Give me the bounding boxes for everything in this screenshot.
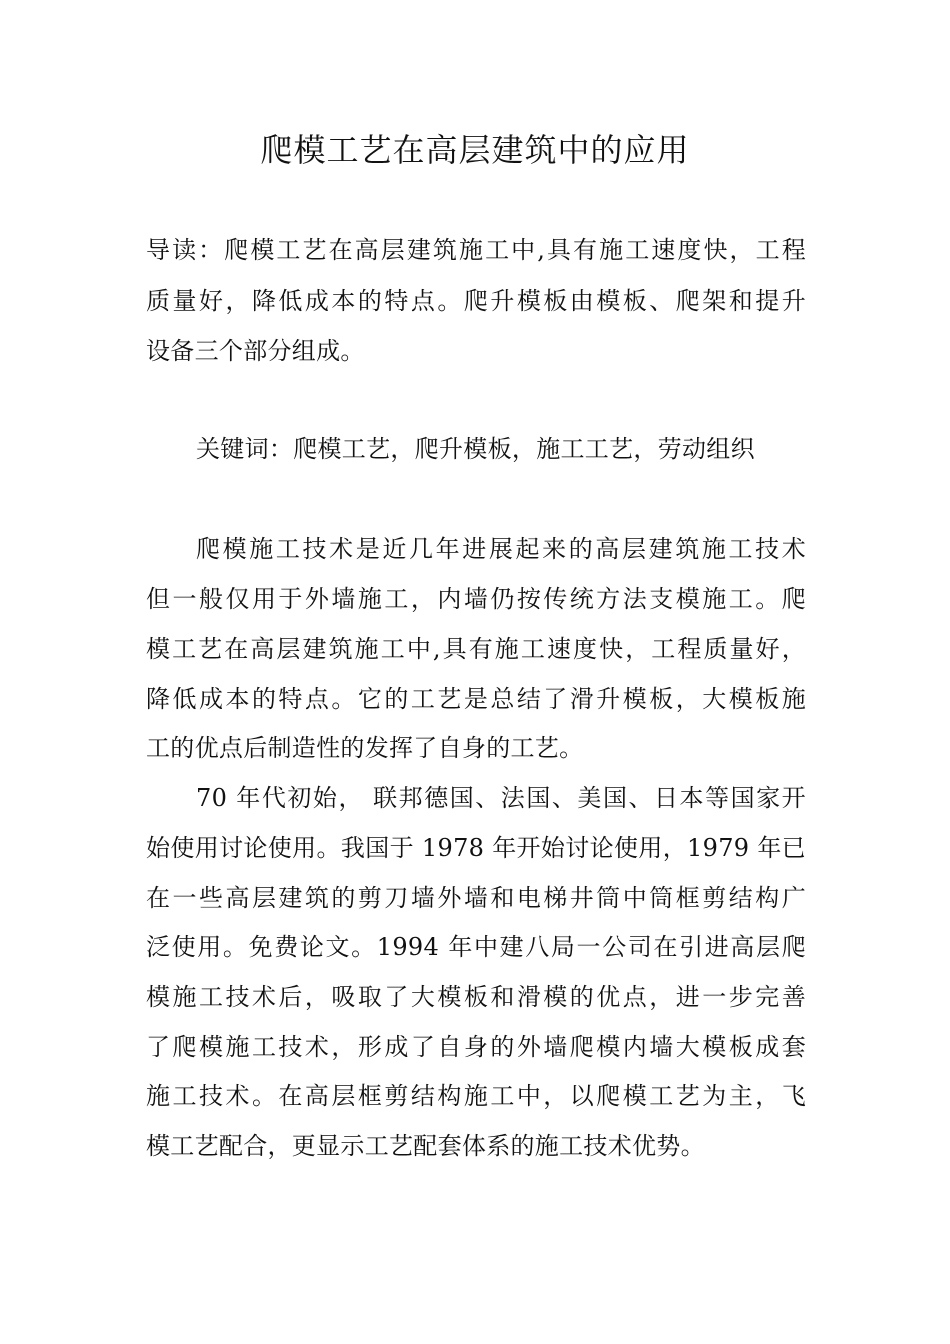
paragraph-line: 施工技术。在高层框剪结构施工中，以爬模工艺为主，飞 (146, 1082, 806, 1110)
paragraph-line: 工的优点后制造性的发挥了自身的工艺。 (146, 734, 584, 762)
paragraph-line: 模工艺在高层建筑施工中,具有施工速度快，工程质量好， (146, 635, 806, 663)
paragraph-line: 始使用讨论使用。我国于 1978 年开始讨论使用，1979 年已 (146, 834, 806, 862)
abstract-line: 设备三个部分组成。 (146, 337, 365, 365)
paragraph-line: 了爬模施工技术，形成了自身的外墙爬模内墙大模板成套 (146, 1033, 806, 1061)
paragraph-line: 降低成本的特点。它的工艺是总结了滑升模板，大模板施 (146, 685, 806, 713)
keywords-line: 关键词：爬模工艺，爬升模板，施工工艺，劳动组织 (196, 435, 755, 463)
paragraph-line: 爬模施工技术是近几年进展起来的高层建筑施工技术 (196, 535, 806, 563)
paragraph-line: 模工艺配合，更显示工艺配套体系的施工技术优势。 (146, 1132, 705, 1160)
abstract-line: 导读：爬模工艺在高层建筑施工中,具有施工速度快，工程 (146, 236, 806, 264)
paragraph-line: 70 年代初始， 联邦德国、法国、美国、日本等国家开 (196, 784, 806, 812)
paragraph-line: 泛使用。免费论文。1994 年中建八局一公司在引进高层爬 (146, 933, 806, 961)
document-title: 爬模工艺在高层建筑中的应用 (260, 131, 690, 169)
abstract-line: 质量好，降低成本的特点。爬升模板由模板、爬架和提升 (146, 287, 806, 315)
paragraph-line: 在一些高层建筑的剪刀墙外墙和电梯井筒中筒框剪结构广 (146, 884, 806, 912)
paragraph-line: 模施工技术后，吸取了大模板和滑模的优点，进一步完善 (146, 983, 806, 1011)
paragraph-line: 但一般仅用于外墙施工，内墙仍按传统方法支模施工。爬 (146, 585, 806, 613)
